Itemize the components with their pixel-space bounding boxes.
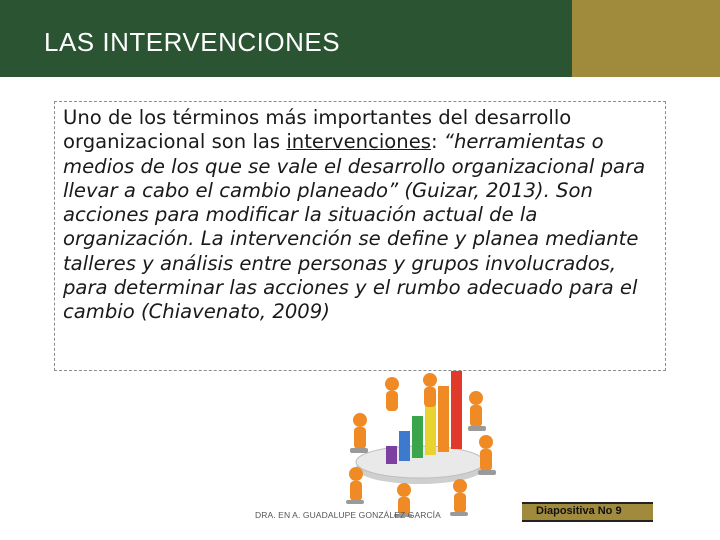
illustration-bar [386,446,397,464]
person-figure [349,467,363,501]
slide-title: LAS INTERVENCIONES [44,27,341,57]
person-figure [453,479,467,513]
illustration-bar [412,416,423,458]
illustration-bar [438,386,449,452]
intervenciones-term: intervenciones [286,130,431,154]
slide-number-badge [522,502,653,522]
chair [468,426,486,431]
chair [346,500,364,504]
slide-number-label: Diapositiva No 9 [536,505,622,517]
person-figure [353,413,367,449]
body-text-quote: “herramientas o medios de los que se vale el desarrollo organizacional para llevar a cabo el cambio planeado” (Guizar, 2013). Son acciones para modificar la situación actual de la organización. La intervención se define y planea mediante talleres y análisis entre personas y grupos involucrados, para determinar las acciones y el rumbo adecuado para el cambio (Chiavenato, 2009) [63,130,646,324]
body-text-colon: : [430,130,444,154]
footer-credit: DRA. EN A. GUADALUPE GONZÁLEZ GARCÍA [255,510,441,520]
person-figure [479,435,493,471]
chair [450,512,468,516]
team-meeting-chart-illustration [340,368,500,518]
person-figure [423,373,437,407]
person-figure [469,391,483,427]
illustration-bar [425,401,436,455]
chair [350,448,368,453]
body-text-intro: Uno de los términos más importantes del desarrollo organizacional son las [63,106,572,154]
person-figure [385,377,399,411]
header-accent-block [572,0,720,77]
illustration-bar [451,371,462,449]
body-paragraph [63,106,663,325]
illustration-bar [399,431,410,461]
chair [478,470,496,475]
